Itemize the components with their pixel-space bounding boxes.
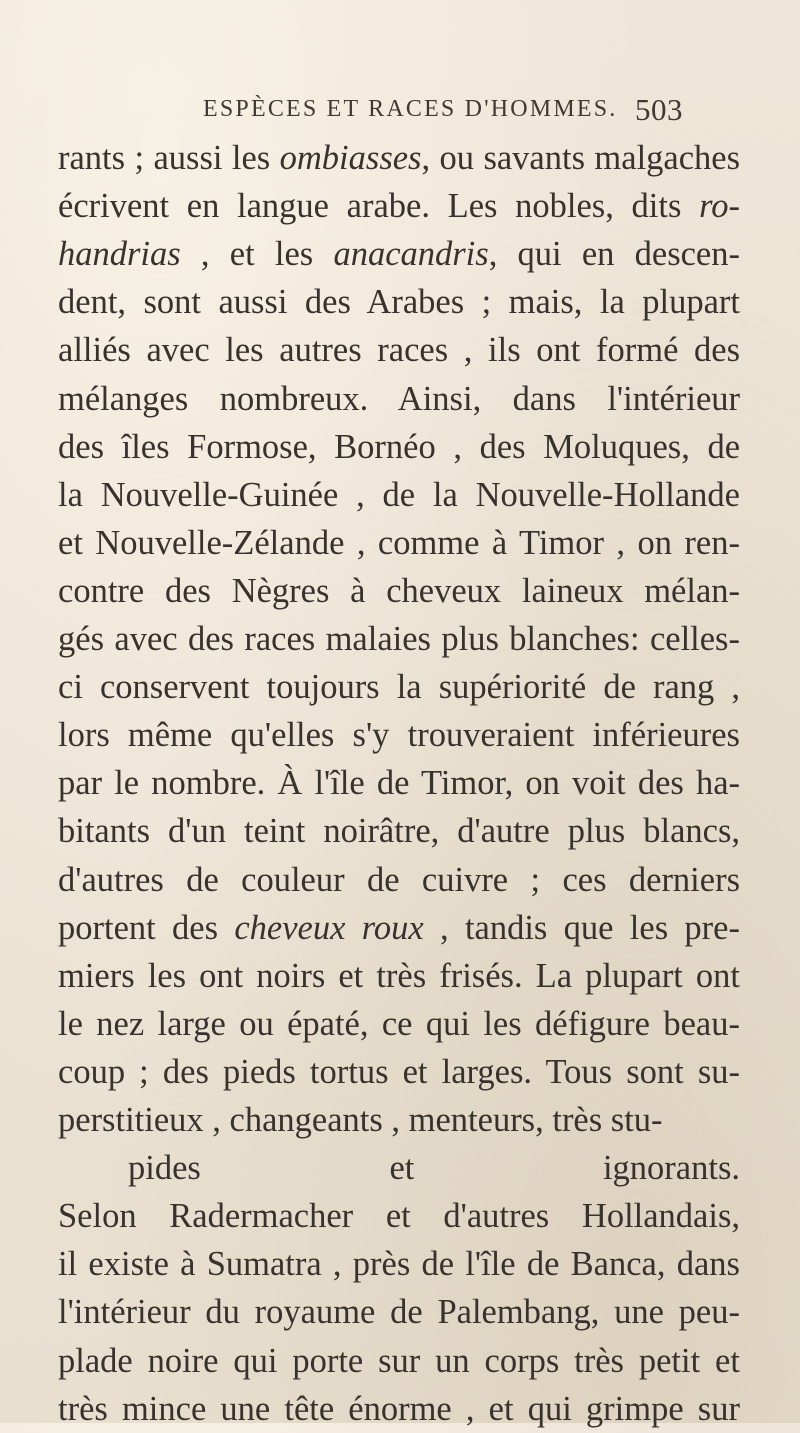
text-run: Selon Radermacher et d'autres Hollandais,	[58, 1197, 741, 1236]
page-number: 503	[635, 92, 683, 127]
text-line	[58, 278, 740, 326]
text-run: l'intérieur du royaume de Palembang, une peu-	[58, 1293, 740, 1332]
text-line	[58, 1096, 663, 1144]
text-line	[58, 1288, 740, 1336]
text-run: des îles Formose, Bornéo , des Moluques, de	[58, 427, 741, 466]
text-run: gés avec des races malaies plus blanches: celles-	[58, 620, 740, 658]
text-line	[128, 1144, 740, 1192]
text-run: bitants d'un teint noirâtre, d'autre plus blancs,	[58, 812, 741, 851]
text-run: , et les	[180, 235, 334, 274]
text-line	[58, 807, 740, 855]
italic-term: cheveux roux	[234, 908, 424, 947]
text-run: pides et ignorants.	[128, 1149, 740, 1188]
text-run: contre des Nègres à cheveux laineux mélan-	[58, 571, 741, 610]
text-run: coup ; des pieds tortus et larges. Tous sont su-	[58, 1052, 740, 1091]
text-run: d'autres de couleur de cuivre ; ces derniers	[58, 860, 740, 899]
text-run: , qui en descen-	[488, 235, 740, 274]
text-line	[58, 326, 740, 374]
text-line	[58, 1048, 740, 1096]
text-run: portent des	[58, 908, 235, 947]
text-run: , tandis que les pre-	[423, 908, 740, 947]
text-line	[58, 1385, 740, 1433]
text-run: miers les ont noirs et très frisés. La plupart ont	[58, 956, 740, 995]
text-run: ci conservent toujours la supériorité de rang ,	[58, 668, 741, 707]
italic-term: handrias	[58, 235, 181, 274]
text-line	[58, 952, 740, 1000]
text-line	[58, 471, 740, 519]
text-run: alliés avec les autres races , ils ont formé des	[58, 331, 741, 370]
text-line	[58, 759, 740, 807]
text-line	[58, 1337, 740, 1385]
text-line	[58, 711, 740, 759]
text-run: le nez large ou épaté, ce qui les défigure beau-	[58, 1004, 740, 1043]
italic-term: ombiasses	[279, 139, 422, 177]
text-run: écrivent en langue arabe. Les nobles, dits	[58, 187, 700, 226]
text-line	[58, 856, 740, 904]
text-run: lors même qu'elles s'y trouveraient inférieures	[58, 716, 740, 755]
text-run: perstitieux , changeants , menteurs, très stu-	[58, 1101, 663, 1139]
text-line	[58, 134, 740, 182]
running-title: ESPÈCES ET RACES D'HOMMES.	[203, 96, 618, 122]
text-run: rants ; aussi les	[58, 139, 280, 177]
text-line	[58, 615, 740, 663]
italic-term: ro-	[699, 187, 740, 226]
italic-term: anacandris	[333, 235, 489, 274]
text-line	[58, 1000, 740, 1048]
text-run: , ou savants malgaches	[421, 139, 741, 177]
text-line	[58, 230, 740, 278]
text-run: plade noire qui porte sur un corps très petit et	[58, 1341, 740, 1380]
text-run: la Nouvelle-Guinée , de la Nouvelle-Hollande	[58, 475, 740, 514]
text-run: par le nombre. À l'île de Timor, on voit des ha-	[58, 764, 741, 803]
running-head	[203, 92, 683, 132]
text-line	[58, 423, 740, 471]
text-run: dent, sont aussi des Arabes ; mais, la plupart	[58, 283, 740, 322]
text-run: et Nouvelle-Zélande , comme à Timor , on ren-	[58, 523, 740, 562]
text-line	[58, 1192, 740, 1240]
text-line	[58, 663, 740, 711]
text-line	[58, 1240, 740, 1288]
text-line	[58, 904, 740, 952]
text-line	[58, 375, 740, 423]
text-run: mélanges nombreux. Ainsi, dans l'intérieur	[58, 379, 740, 418]
text-run: très mince une tête énorme , et qui grimpe sur	[58, 1389, 740, 1428]
text-run: il existe à Sumatra , près de l'île de Banca, dans	[58, 1245, 740, 1284]
text-line	[58, 519, 740, 567]
text-line	[58, 567, 740, 615]
text-line	[58, 182, 740, 230]
